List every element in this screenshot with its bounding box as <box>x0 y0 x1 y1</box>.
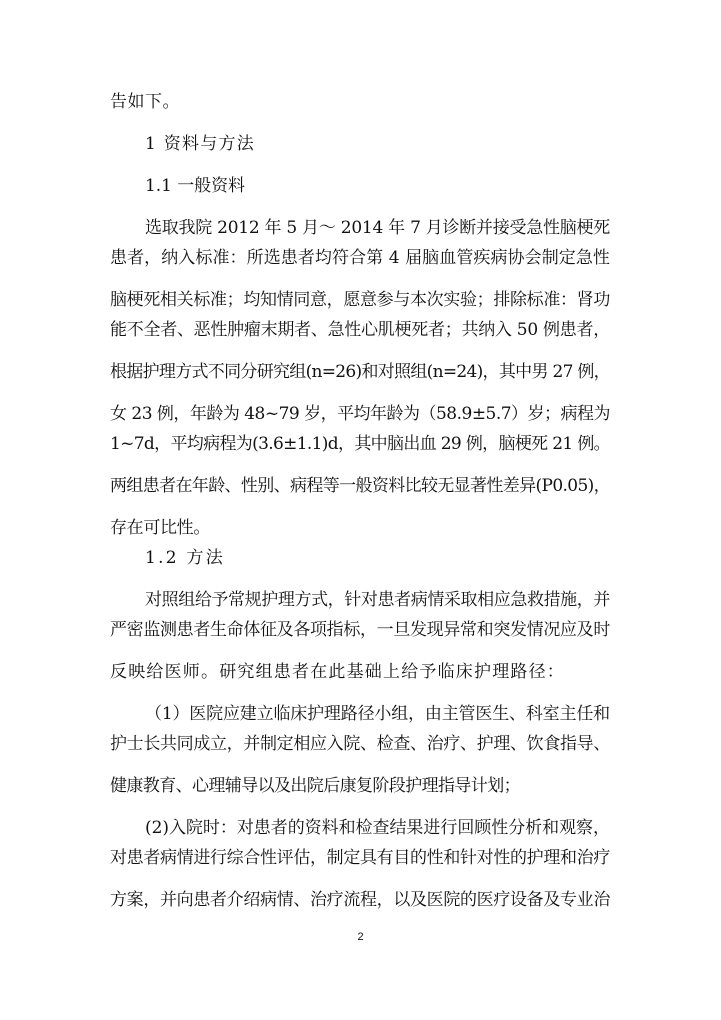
text-line: 对患者病情进行综合性评估，制定具有目的性和针对性的护理和治疗 <box>110 848 611 868</box>
subsection-heading: 1.2 方法 <box>145 548 225 568</box>
list-item: （1）医院应建立临床护理路径小组，由主管医生、科室主任和 <box>145 704 610 724</box>
text-line: 严密监测患者生命体征及各项指标，一旦发现异常和突发情况应及时 <box>110 620 611 640</box>
text-line: 存在可比性。 <box>110 518 211 538</box>
text-line: 方案，并向患者介绍病情、治疗流程，以及医院的医疗设备及专业治 <box>110 890 611 910</box>
text-line: 脑梗死相关标准；均知情同意，愿意参与本次实验；排除标准：肾功 <box>110 290 611 310</box>
text-line: 两组患者在年龄、性别、病程等一般资料比较无显著性差异(P0.05)， <box>110 476 610 496</box>
text-line: 1~7d，平均病程为(3.6±1.1)d，其中脑出血 29 例，脑梗死 21 例。 <box>110 434 610 454</box>
text-line: 对照组给予常规护理方式，针对患者病情采取相应急救措施，并 <box>145 590 610 610</box>
text-line: 能不全者、恶性肿瘤末期者、急性心肌梗死者；共纳入 50 例患者， <box>110 320 610 340</box>
text-line: 健康教育、心理辅导以及出院后康复阶段护理指导计划； <box>110 776 520 796</box>
list-item: (2)入院时：对患者的资料和检查结果进行回顾性分析和观察， <box>145 818 610 838</box>
text-line: 患者，纳入标准：所选患者均符合第 4 届脑血管疾病协会制定急性 <box>110 248 611 268</box>
section-heading: 1 资料与方法 <box>145 134 255 154</box>
text-line: 告如下。 <box>110 92 180 112</box>
page-number: 2 <box>357 931 364 943</box>
subsection-heading: 1.1 一般资料 <box>145 176 245 196</box>
text-line: 选取我院 2012 年 5 月～ 2014 年 7 月诊断并接受急性脑梗死 <box>145 218 610 238</box>
text-line: 反映给医师。研究组患者在此基础上给予临床护理路径： <box>110 662 565 682</box>
text-line: 护士长共同成立，并制定相应入院、检查、治疗、护理、饮食指导、 <box>110 734 611 754</box>
text-line: 女 23 例，年龄为 48~79 岁，平均年龄为（58.9±5.7）岁；病程为 <box>110 404 610 424</box>
text-line: 根据护理方式不同分研究组(n=26)和对照组(n=24)，其中男 27 例， <box>110 362 610 382</box>
